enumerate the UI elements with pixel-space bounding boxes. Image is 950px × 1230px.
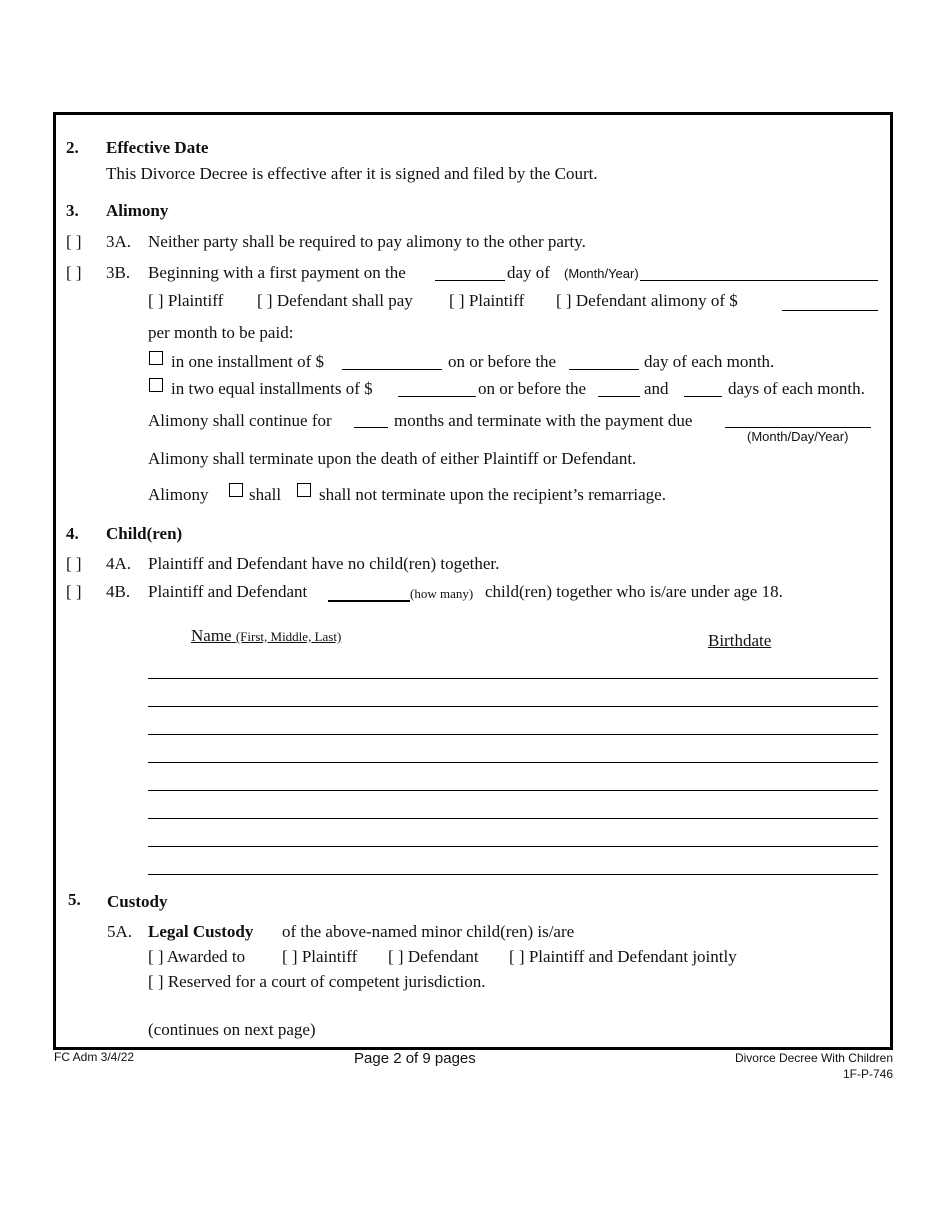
checkbox-4b[interactable]: [ ] [66, 582, 82, 601]
remarriage-text-b: shall not terminate upon the recipient’s remarriage. [319, 485, 666, 504]
final-payment-date-hint: (Month/Day/Year) [747, 429, 849, 444]
two-installments-day2-field[interactable] [684, 396, 722, 397]
legal-custody-text: of the above-named minor child(ren) is/are [282, 922, 575, 941]
custody-defendant-checkbox[interactable]: [ ] Defendant [388, 947, 479, 966]
alimony-amount-field[interactable] [782, 310, 878, 311]
one-installment-checkbox[interactable] [149, 351, 163, 365]
checkbox-4a[interactable]: [ ] [66, 554, 82, 573]
child-entry-line[interactable] [148, 678, 878, 679]
checkbox-3b[interactable]: [ ] [66, 263, 82, 282]
remarriage-shall-checkbox[interactable] [229, 483, 243, 497]
remarriage-shall-not-checkbox[interactable] [297, 483, 311, 497]
custody-joint-checkbox[interactable]: [ ] Plaintiff and Defendant jointly [509, 947, 737, 966]
death-text: Alimony shall terminate upon the death of either Plaintiff or Defendant. [148, 449, 637, 468]
text-3b-dayof: day of [507, 263, 550, 282]
text-3b-begin: Beginning with a first payment on the [148, 263, 406, 282]
text-4b-b: child(ren) together who is/are under age 18. [485, 582, 783, 601]
continues-next-page: (continues on next page) [148, 1020, 316, 1039]
section-3-title: Alimony [106, 201, 169, 220]
payee-defendant-checkbox[interactable]: [ ] Defendant alimony of $ [556, 291, 738, 310]
remarriage-shall-label: shall [249, 485, 282, 504]
section-5-title: Custody [107, 892, 168, 911]
reserved-checkbox[interactable]: [ ] Reserved for a court of competent jurisdiction. [148, 972, 486, 991]
child-entry-line[interactable] [148, 874, 878, 875]
one-installment-amount-field[interactable] [342, 369, 442, 370]
child-entry-line[interactable] [148, 790, 878, 791]
label-5a: 5A. [107, 922, 133, 941]
per-month-text: per month to be paid: [148, 323, 294, 342]
form-frame [53, 112, 893, 1050]
footer-form-code: FC Adm 3/4/22 [54, 1050, 135, 1064]
section-2-title: Effective Date [106, 138, 209, 157]
text-4b-a: Plaintiff and Defendant [148, 582, 308, 601]
number-of-children-field[interactable] [328, 600, 410, 602]
footer-form-number: 1F-P-746 [842, 1067, 893, 1081]
one-installment-day-text: day of each month. [644, 352, 775, 371]
checkbox-3a[interactable]: [ ] [66, 232, 82, 251]
section-4-title: Child(ren) [106, 524, 183, 543]
first-payment-month-year-field[interactable] [640, 280, 878, 281]
payer-plaintiff-checkbox[interactable]: [ ] Plaintiff [148, 291, 224, 310]
awarded-to-checkbox[interactable]: [ ] Awarded to [148, 947, 246, 966]
children-name-header: Name (First, Middle, Last) [191, 626, 342, 645]
section-3-number: 3. [66, 201, 79, 220]
first-payment-day-field[interactable] [435, 280, 505, 281]
two-installments-and: and [644, 379, 669, 398]
section-4-number: 4. [66, 524, 79, 543]
remarriage-text-a: Alimony [148, 485, 209, 504]
two-installments-text: in two equal installments of $ [171, 379, 373, 398]
children-birthdate-header: Birthdate [708, 631, 772, 650]
two-installments-day1-field[interactable] [598, 396, 640, 397]
alimony-months-field[interactable] [354, 427, 388, 428]
payer-defendant-checkbox[interactable]: [ ] Defendant shall pay [257, 291, 413, 310]
one-installment-on-before: on or before the [448, 352, 557, 371]
one-installment-day-field[interactable] [569, 369, 639, 370]
section-2-number: 2. [66, 138, 79, 157]
child-entry-line[interactable] [148, 818, 878, 819]
label-3a: 3A. [106, 232, 132, 251]
two-installments-days-text: days of each month. [728, 379, 865, 398]
payee-plaintiff-checkbox[interactable]: [ ] Plaintiff [449, 291, 525, 310]
section-2-text: This Divorce Decree is effective after it is signed and filed by the Court. [106, 164, 598, 183]
label-3b: 3B. [106, 263, 131, 282]
two-installments-on-before: on or before the [478, 379, 587, 398]
label-4b: 4B. [106, 582, 131, 601]
final-payment-date-field[interactable] [725, 427, 871, 428]
section-5-number: 5. [68, 890, 81, 909]
footer-page-number: Page 2 of 9 pages [354, 1050, 476, 1067]
label-4a: 4A. [106, 554, 132, 573]
footer-title: Divorce Decree With Children [734, 1051, 893, 1065]
text-4a: Plaintiff and Defendant have no child(ren) together. [148, 554, 500, 573]
custody-plaintiff-checkbox[interactable]: [ ] Plaintiff [282, 947, 358, 966]
continue-text-a: Alimony shall continue for [148, 411, 332, 430]
child-entry-line[interactable] [148, 846, 878, 847]
two-installments-amount-field[interactable] [398, 396, 476, 397]
one-installment-text: in one installment of $ [171, 352, 324, 371]
continue-text-b: months and terminate with the payment due [394, 411, 693, 430]
child-entry-line[interactable] [148, 706, 878, 707]
month-year-hint: (Month/Year) [564, 266, 639, 281]
text-3a: Neither party shall be required to pay alimony to the other party. [148, 232, 586, 251]
child-entry-line[interactable] [148, 762, 878, 763]
two-installments-checkbox[interactable] [149, 378, 163, 392]
legal-custody-bold: Legal Custody [148, 922, 254, 941]
how-many-hint: (how many) [410, 586, 474, 601]
child-entry-line[interactable] [148, 734, 878, 735]
